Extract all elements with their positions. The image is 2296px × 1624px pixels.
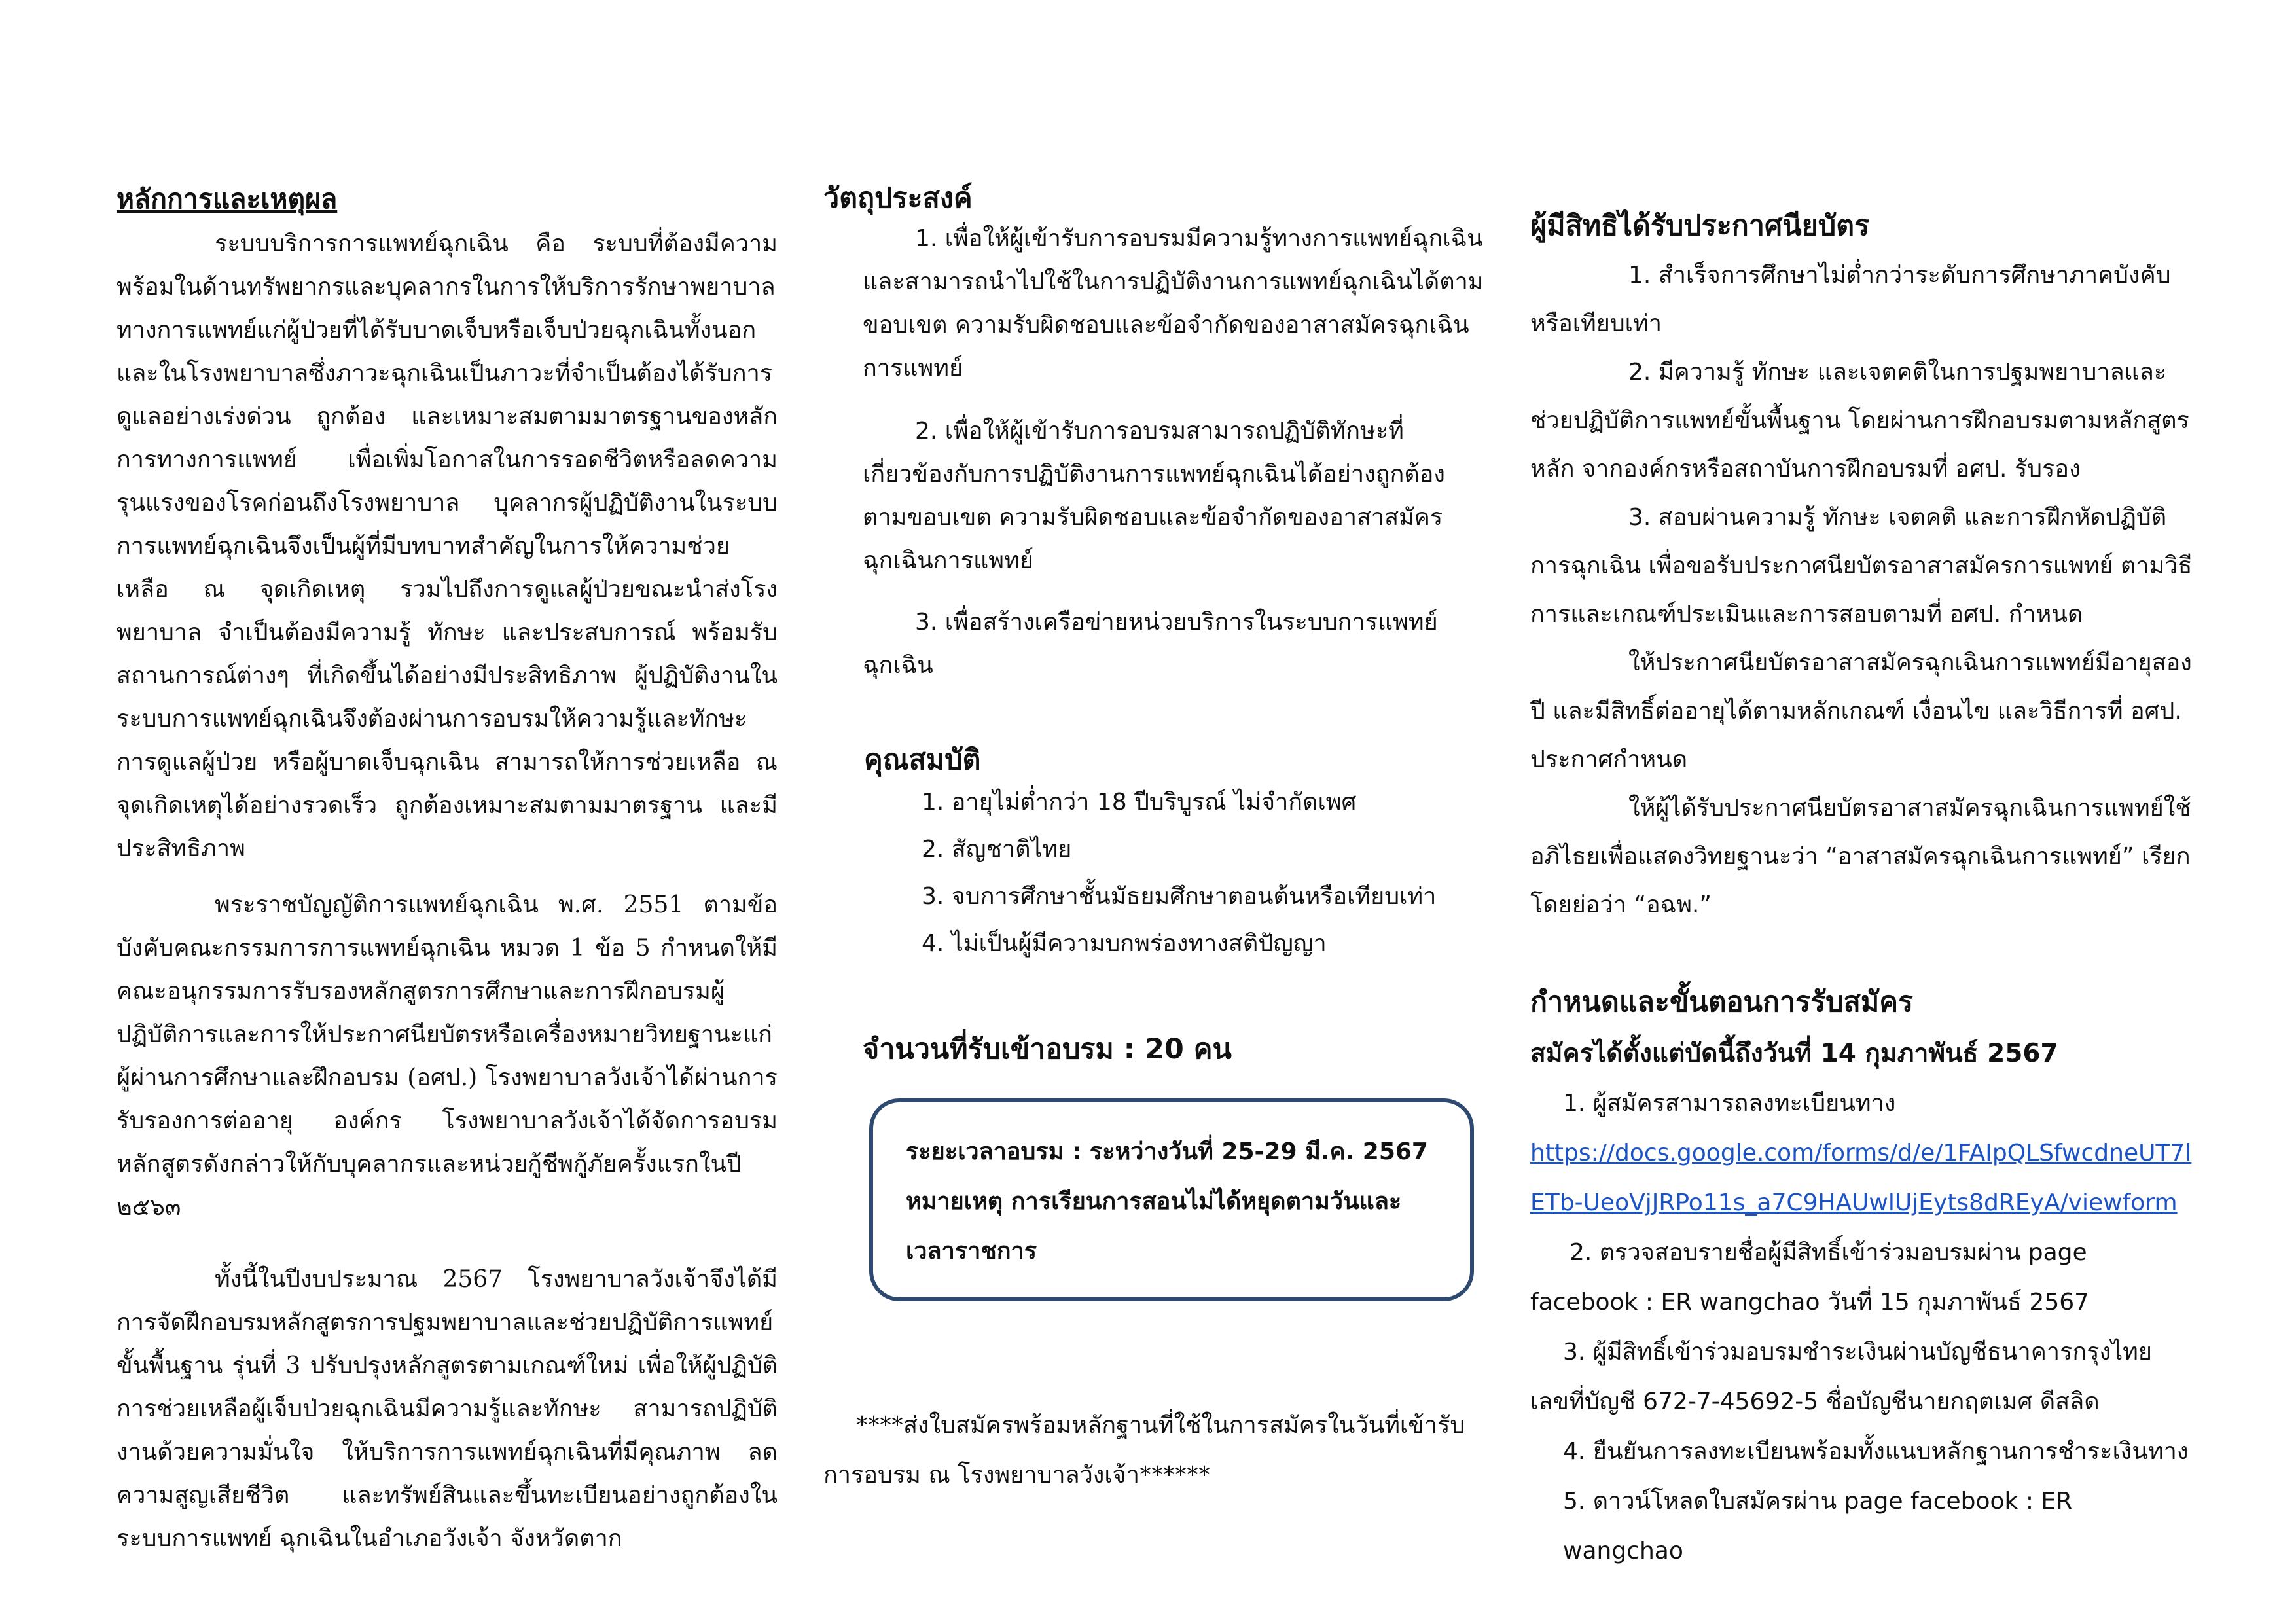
registration-form-link-wrap	[1530, 1128, 2198, 1228]
certificate-title: ผู้มีสิทธิได้รับประกาศนียบัตร	[1530, 209, 1870, 242]
certificate-item-1: 1. สำเร็จการศึกษาไม่ต่ำกว่าระดับการศึกษาภาคบังคับหรือเทียบเท่า	[1530, 262, 2171, 337]
registration-step-1: 1. ผู้สมัครสามารถลงทะเบียนทาง	[1563, 1090, 1896, 1117]
submission-footnote: ****ส่งใบสมัครพร้อมหลักฐานที่ใช้ในการสมัครในวันที่เข้ารับการอบรม ณ โรงพยาบาลวังเจ้า******	[823, 1412, 1465, 1489]
objectives-title: วัตถุประสงค์	[823, 182, 973, 215]
certificate-title-usage: ให้ผู้ได้รับประกาศนียบัตรอาสาสมัครฉุกเฉินการแพทย์ใช้อภิไธยเพื่อแสดงวิทยฐานะว่า “อาสาสมัครฉุกเฉินการแพทย์” เรียกโดยย่อว่า “อฉพ.”	[1530, 795, 2191, 918]
qualifications-list	[922, 779, 1484, 967]
registration-deadline: สมัครได้ตั้งแต่บัดนี้ถึงวันที่ 14 กุมภาพันธ์ 2567	[1530, 1039, 2058, 1068]
qualification-item-4: 4. ไม่เป็นผู้มีความบกพร่องทางสติปัญญา	[922, 930, 1327, 957]
training-note-line: หมายเหตุ การเรียนการสอนไม่ได้หยุดตามวันและ	[906, 1188, 1402, 1215]
training-note-line-2: เวลาราชการ	[906, 1238, 1037, 1265]
objective-item-3: 3. เพื่อสร้างเครือข่ายหน่วยบริการในระบบการแพทย์ฉุกเฉิน	[863, 609, 1438, 679]
training-period-line: ระยะเวลาอบรม : ระหว่างวันที่ 25-29 มี.ค. 2567	[906, 1138, 1428, 1165]
certificate-item-3: 3. สอบผ่านความรู้ ทักษะ เจตคติ และการฝึกหัดปฏิบัติการฉุกเฉิน เพื่อขอรับประกาศนียบัตรอาสาสมัครการแพทย์ ตามวิธีการและเกณฑ์ประเมินและการสอบตามที่ อศป. กำหนด	[1530, 504, 2193, 628]
registration-title: กำหนดและขั้นตอนการรับสมัคร	[1530, 986, 1914, 1019]
rationale-paragraph-1: ระบบบริการการแพทย์ฉุกเฉิน คือ ระบบที่ต้องมีความพร้อมในด้านทรัพยากรและบุคลากรในการให้บริการรักษาพยาบาลทางการแพทย์แก่ผู้ป่วยที่ได้รับบาดเจ็บหรือเจ็บป่วยฉุกเฉินทั้งนอกและในโรงพยาบาลซึ่งภาวะฉุกเฉินเป็นภาวะที่จำเป็นต้องได้รับการดูแลอย่างเร่งด่วน ถูกต้อง และเหมาะสมตามมาตรฐานของหลักการทางการแพทย์ เพื่อเพิ่มโอกาสในการรอดชีวิตหรือลดความรุนแรงของโรคก่อนถึงโรงพยาบาล บุคลากรผู้ปฏิบัติงานในระบบการแพทย์ฉุกเฉินจึงเป็นผู้ที่มีบทบาทสำคัญในการให้ความช่วยเหลือ ณ จุดเกิดเหตุ รวมไปถึงการดูแลผู้ป่วยขณะนำส่งโรงพยาบาล จำเป็นต้องมีความรู้ ทักษะ และประสบการณ์ พร้อมรับสถานการณ์ต่างๆ ที่เกิดขึ้นได้อย่างมีประสิทธิภาพ ผู้ปฏิบัติงานในระบบการแพทย์ฉุกเฉินจึงต้องผ่านการอบรมให้ความรู้และทักษะการดูแลผู้ป่วย หรือผู้บาดเจ็บฉุกเฉิน สามารถให้การช่วยเหลือ ณ จุดเกิดเหตุได้อย่างรวดเร็ว ถูกต้องเหมาะสมตามมาตรฐาน และมีประสิทธิภาพ	[117, 230, 778, 862]
qualification-item-3: 3. จบการศึกษาชั้นมัธยมศึกษาตอนต้นหรือเทียบเท่า	[922, 883, 1437, 910]
registration-form-link[interactable]: https://docs.google.com/forms/d/e/1FAIpQLSfwcdneUT7lETb-UeoVjJRPo11s_a7C9HAUwlUjEyts8dREyA/viewform	[1530, 1140, 2192, 1216]
objective-item-1: 1. เพื่อให้ผู้เข้ารับการอบรมมีความรู้ทางการแพทย์ฉุกเฉิน และสามารถนำไปใช้ในการปฏิบัติงานการแพทย์ฉุกเฉินได้ตามขอบเขต ความรับผิดชอบและข้อจำกัดของอาสาสมัครฉุกเฉินการแพทย์	[863, 225, 1484, 382]
training-period-box	[869, 1098, 1474, 1301]
qualification-item-1: 1. อายุไม่ต่ำกว่า 18 ปีบริบูรณ์ ไม่จำกัดเพศ	[922, 789, 1357, 816]
certificate-validity: ให้ประกาศนียบัตรอาสาสมัครฉุกเฉินการแพทย์มีอายุสองปี และมีสิทธิ์ต่ออายุได้ตามหลักเกณฑ์ เงื่อนไข และวิธีการที่ อศป. ประกาศกำหนด	[1530, 649, 2192, 773]
qualification-item-2: 2. สัญชาติไทย	[922, 836, 1072, 863]
objective-item-2: 2. เพื่อให้ผู้เข้ารับการอบรมสามารถปฏิบัติทักษะที่เกี่ยวข้องกับการปฏิบัติงานการแพทย์ฉุกเฉินได้อย่างถูกต้องตามขอบเขต ความรับผิดชอบและข้อจำกัดของอาสาสมัครฉุกเฉินการแพทย์	[863, 418, 1445, 574]
registration-step-4: 4. ยืนยันการลงทะเบียนพร้อมทั้งแนบหลักฐานการชำระเงินทาง	[1563, 1438, 2189, 1465]
registration-step-2: 2. ตรวจสอบรายชื่อผู้มีสิทธิ์เข้าร่วมอบรมผ่าน page facebook : ER wangchao วันที่ 15 กุมภาพันธ์ 2567	[1530, 1239, 2090, 1316]
certificate-item-2: 2. มีความรู้ ทักษะ และเจตคติในการปฐมพยาบาลและช่วยปฏิบัติการแพทย์ขั้นพื้นฐาน โดยผ่านการฝึกอบรมตามหลักสูตรหลัก จากองค์กรหรือสถาบันการฝึกอบรมที่ อศป. รับรอง	[1530, 359, 2189, 482]
registration-step-5: 5. ดาวน์โหลดใบสมัครผ่าน page facebook : ER wangchao	[1563, 1488, 2073, 1564]
qualifications-title: คุณสมบัติ	[864, 744, 981, 776]
registration-step-3: 3. ผู้มีสิทธิ์เข้าร่วมอบรมชำระเงินผ่านบัญชีธนาคารกรุงไทย เลขที่บัญชี 672-7-45692-5 ชื่อบัญชีนายกฤตเมศ ดีสลิด	[1530, 1339, 2152, 1415]
rationale-title: หลักการและเหตุผล	[117, 183, 338, 215]
participant-count: จำนวนที่รับเข้าอบรม : 20 คน	[863, 1033, 1232, 1066]
rationale-paragraph-2: พระราชบัญญัติการแพทย์ฉุกเฉิน พ.ศ. 2551 ตามข้อบังคับคณะกรรมการการแพทย์ฉุกเฉิน หมวด 1 ข้อ 5 กำหนดให้มีคณะอนุกรรมการรับรองหลักสูตรการศึกษาและการฝึกอบรมผู้ปฏิบัติการและการให้ประกาศนียบัตรหรือเครื่องหมายวิทยฐานะแก่ผู้ผ่านการศึกษาและฝึกอบรม (อศป.) โรงพยาบาลวังเจ้าได้ผ่านการรับรองการต่ออายุ องค์กร โรงพยาบาลวังเจ้าได้จัดการอบรมหลักสูตรดังกล่าวให้กับบุคลากรและหน่วยกู้ชีพกู้ภัยครั้งแรกในปี ๒๕๖๓	[117, 892, 778, 1221]
rationale-paragraph-3: ทั้งนี้ในปีงบประมาณ 2567 โรงพยาบาลวังเจ้าจึงได้มีการจัดฝึกอบรมหลักสูตรการปฐมพยาบาลและช่วยปฏิบัติการแพทย์ขั้นพื้นฐาน รุ่นที่ 3 ปรับปรุงหลักสูตรตามเกณฑ์ใหม่ เพื่อให้ผู้ปฏิบัติการช่วยเหลือผู้เจ็บป่วยฉุกเฉินมีความรู้และทักษะ สามารถปฏิบัติงานด้วยความมั่นใจ ให้บริการการแพทย์ฉุกเฉินที่มีคุณภาพ ลดความสูญเสียชีวิต และทรัพย์สินและขึ้นทะเบียนอย่างถูกต้องในระบบการแพทย์ ฉุกเฉินในอำเภอวังเจ้า จังหวัดตาก	[117, 1266, 778, 1552]
